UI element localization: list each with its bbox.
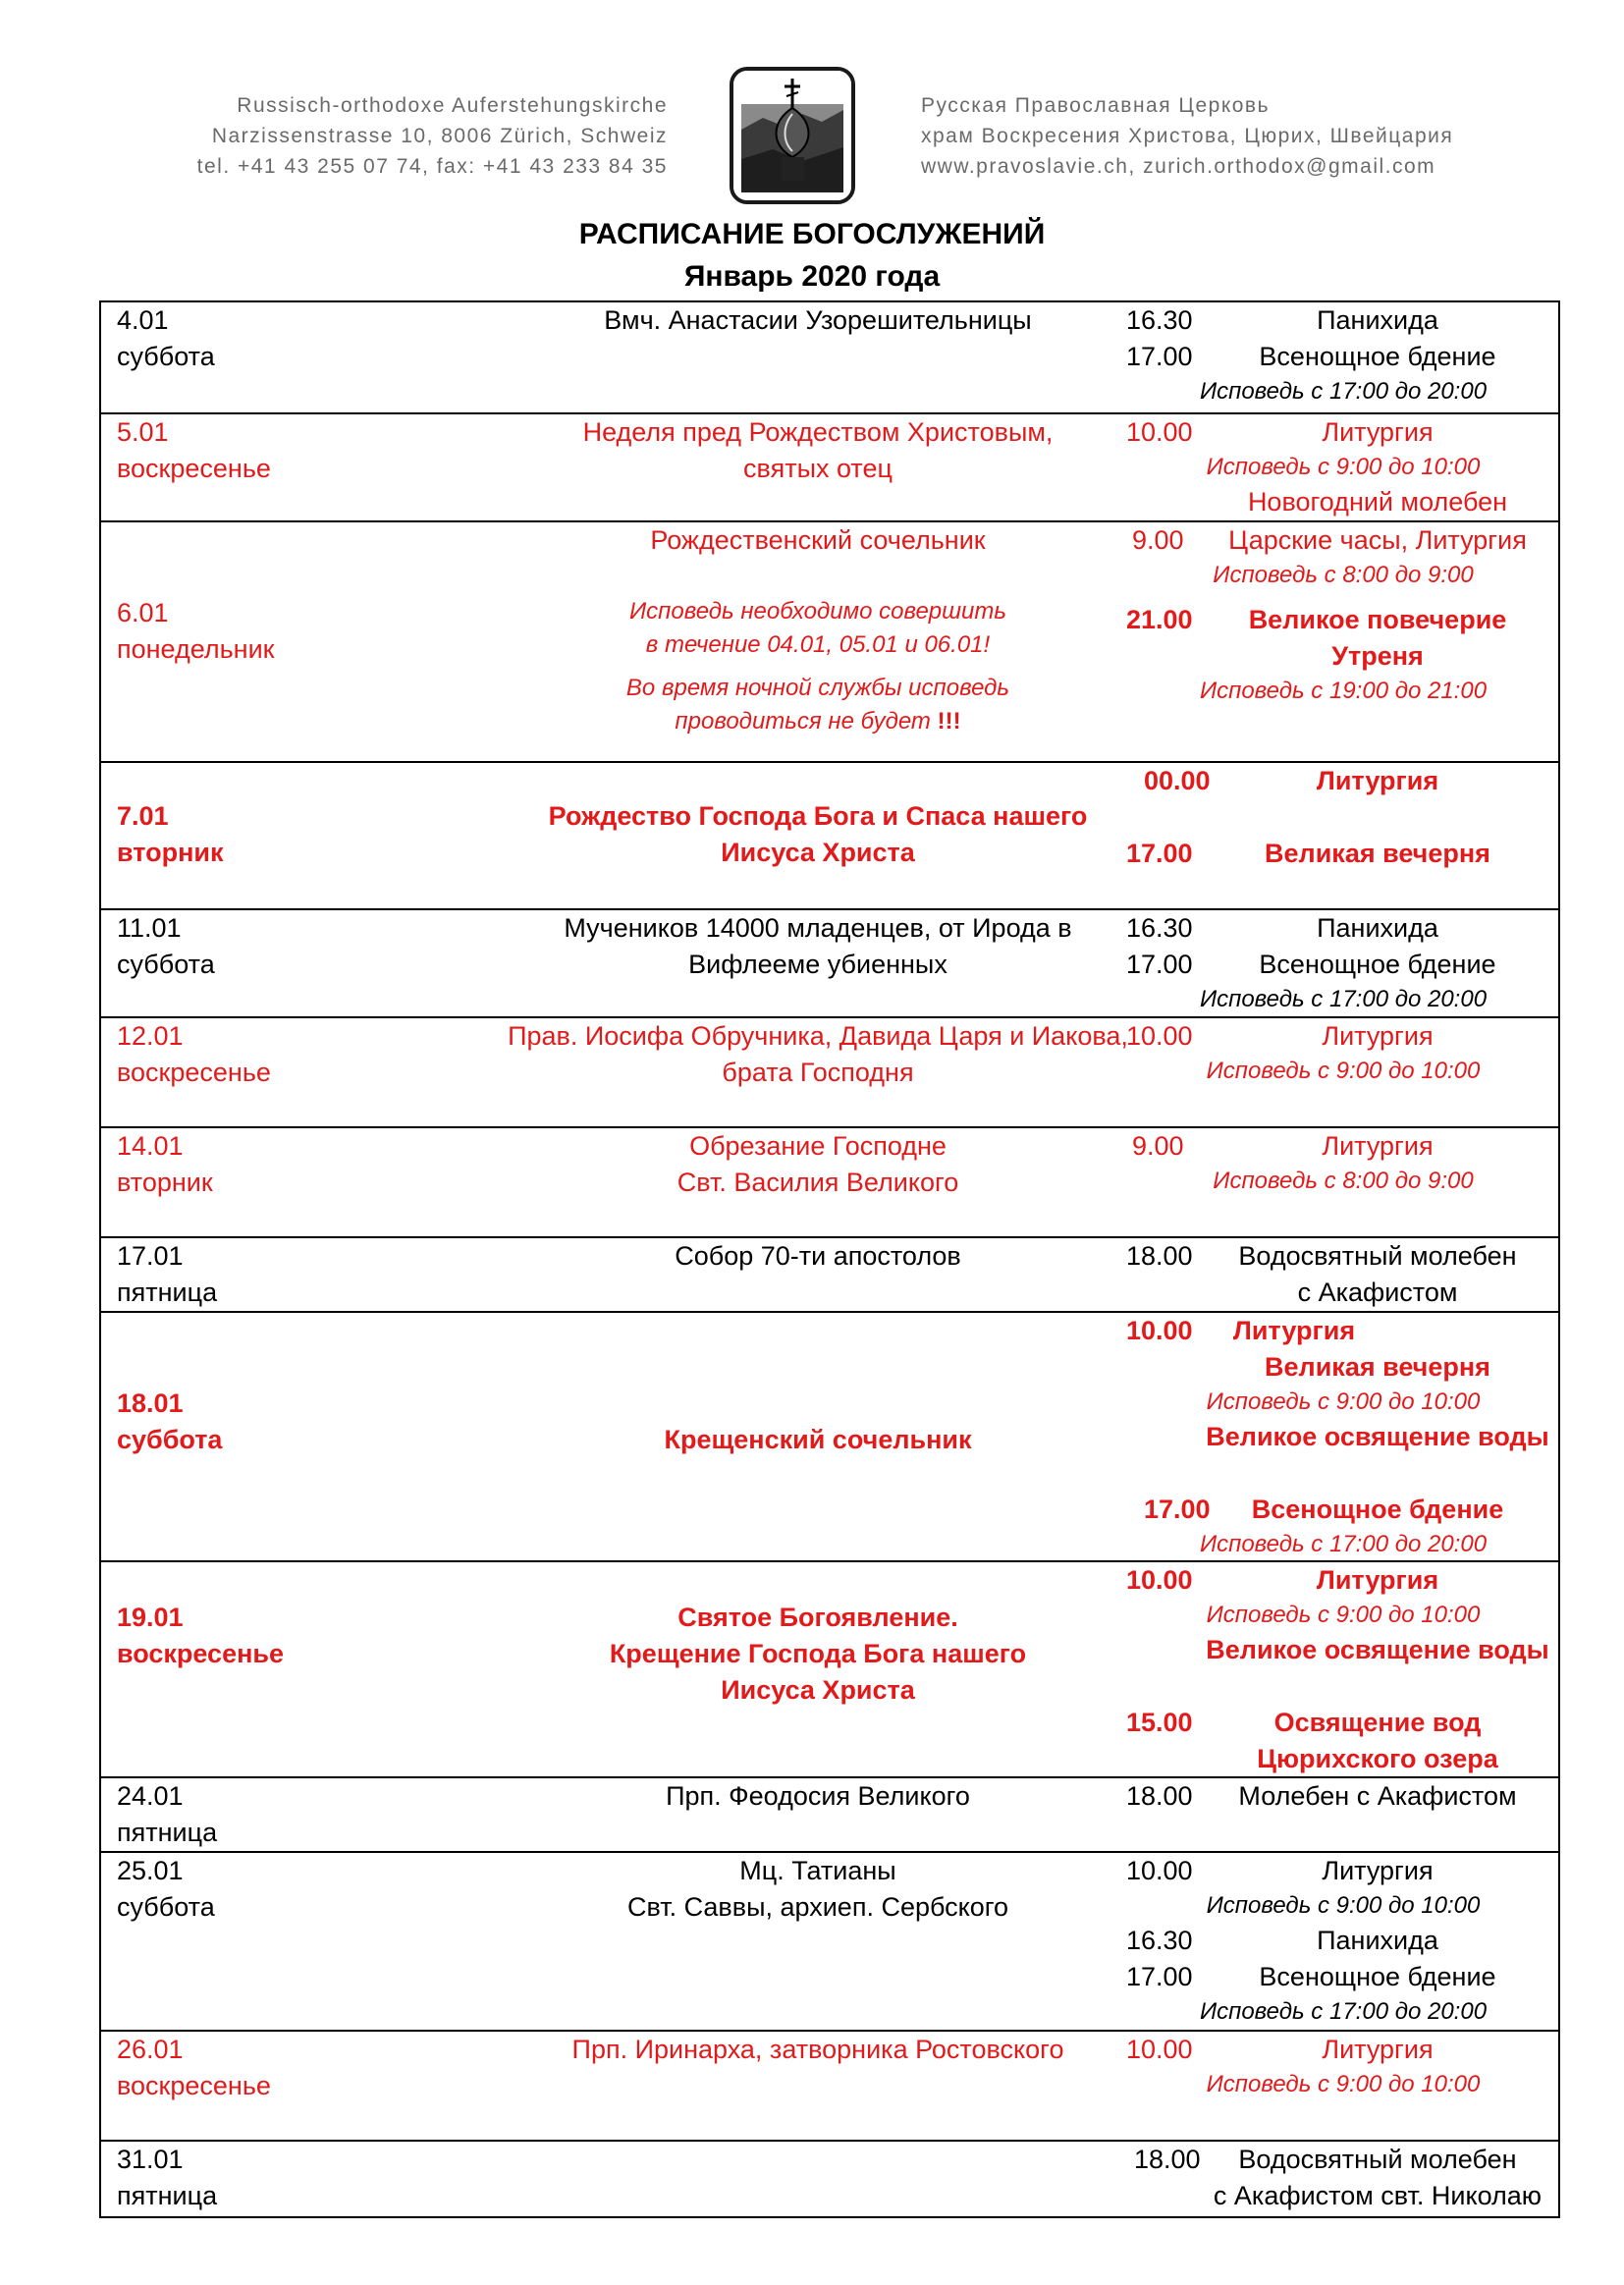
service-name: Литургия [1322, 1021, 1434, 1051]
schedule-row [101, 1560, 1558, 1776]
weekday: суббота [117, 1425, 223, 1454]
service-time: 18.00 [1126, 1781, 1193, 1811]
date-cell [117, 595, 274, 668]
date: 17.01 [117, 1241, 184, 1271]
date: 6.01 [117, 598, 169, 627]
date-cell [117, 302, 215, 375]
feast-name: Вифлееме убиенных [688, 950, 947, 979]
service-time: 17.00 [1126, 950, 1193, 979]
service-name: Литургия [1322, 2035, 1434, 2064]
schedule-row [101, 1776, 1558, 1851]
date-cell [117, 1600, 284, 1672]
feast-name: Свт. Василия Великого [677, 1168, 959, 1197]
service-name: Панихида [1317, 913, 1438, 943]
date: 19.01 [117, 1603, 184, 1632]
date: 18.01 [117, 1388, 184, 1418]
service-line [1093, 1741, 1574, 1777]
date: 25.01 [117, 1856, 184, 1885]
weekday: пятница [117, 1278, 218, 1307]
weekday: вторник [117, 1168, 213, 1197]
service-line [1093, 1313, 1574, 1349]
service-line [1093, 522, 1574, 559]
date: 12.01 [117, 1021, 184, 1051]
service-time: 9.00 [1132, 525, 1184, 555]
feast-name: Святое Богоявление. [677, 1603, 958, 1632]
service-name: Молебен с Акафистом [1238, 1781, 1517, 1811]
weekday: пятница [117, 2181, 218, 2210]
confession-note: Исповедь с 9:00 до 10:00 [1206, 2071, 1481, 2097]
website-email: www.pravoslavie.ch, zurich.orthodox@gmail.com [921, 155, 1436, 178]
service-line [1093, 1632, 1574, 1668]
service-name: Царские часы, Литургия [1228, 525, 1527, 555]
service-line [1093, 1562, 1574, 1599]
service-time: 17.00 [1126, 839, 1193, 868]
feast-name: святых отец [743, 454, 893, 483]
service-name: Панихида [1317, 305, 1438, 335]
feast-name: Иисуса Христа [721, 1675, 915, 1705]
feast-cell [474, 302, 1162, 339]
date-cell [117, 2032, 271, 2104]
service-name: Великая вечерня [1265, 839, 1490, 868]
service-line [1093, 836, 1574, 872]
feast-cell [474, 2032, 1162, 2068]
service-line [1093, 1853, 1574, 1889]
service-name: Цюрихского озера [1257, 1744, 1498, 1773]
exclamation-mark: !!! [937, 708, 961, 734]
service-line [1093, 1492, 1574, 1528]
schedule-row [101, 908, 1558, 1016]
schedule-row [101, 2140, 1558, 2216]
date: 31.01 [117, 2145, 184, 2174]
service-time: 18.00 [1126, 1241, 1193, 1271]
date: 7.01 [117, 801, 169, 831]
weekday: пятница [117, 1818, 218, 1847]
schedule-row [101, 1236, 1558, 1311]
service-line [1093, 2032, 1574, 2068]
confession-requirement-note: Исповедь необходимо совершить [628, 598, 1007, 625]
service-name: Литургия [1232, 1316, 1356, 1345]
service-name: с Акафистом [1297, 1278, 1458, 1307]
service-time: 17.00 [1126, 342, 1193, 371]
service-line [1093, 1923, 1574, 1959]
weekday: суббота [117, 342, 215, 371]
service-time: 16.30 [1126, 305, 1193, 335]
page-subtitle: Январь 2020 года [683, 260, 941, 293]
date: 11.01 [117, 913, 182, 943]
weekday: воскресенье [117, 2071, 271, 2100]
feast-cell [474, 1422, 1162, 1458]
confession-note: Исповедь с 17:00 до 20:00 [1199, 1998, 1488, 2025]
schedule-table [99, 300, 1560, 2218]
services-cell [1093, 2032, 1574, 2101]
feast-cell [474, 1238, 1162, 1275]
night-service-note: Во время ночной службы исповедь [625, 675, 1010, 701]
weekday: воскресенье [117, 1058, 271, 1087]
service-name: Всенощное бдение [1259, 1962, 1496, 1991]
services-cell [1093, 1562, 1574, 1777]
feast-cell [474, 1778, 1162, 1815]
service-line [1093, 339, 1574, 375]
date-cell [117, 414, 271, 487]
weekday: воскресенье [117, 1639, 285, 1668]
service-name: Литургия [1316, 766, 1439, 795]
confession-note: Исповедь с 8:00 до 9:00 [1213, 562, 1474, 588]
date-cell [117, 1128, 213, 1201]
confession-note: Исповедь с 9:00 до 10:00 [1206, 454, 1481, 480]
service-time: 16.30 [1126, 913, 1193, 943]
weekday: понедельник [117, 634, 275, 664]
service-name: Великая вечерня [1265, 1352, 1490, 1382]
feast-name: Рождество Господа Бога и Спаса нашего [548, 801, 1088, 831]
feast-name: Свт. Саввы, архиеп. Сербского [626, 1892, 1009, 1922]
service-time: 10.00 [1126, 1316, 1193, 1345]
service-line [1093, 1275, 1574, 1311]
church-cupola-cross-logo [730, 67, 855, 204]
service-line [1093, 1238, 1574, 1275]
date: 24.01 [117, 1781, 184, 1811]
services-cell [1093, 414, 1574, 520]
feast-name: Крещенский сочельник [664, 1425, 972, 1454]
service-time: 17.00 [1126, 1962, 1193, 1991]
service-name: Литургия [1322, 1131, 1434, 1161]
service-name: Всенощное бдение [1259, 342, 1496, 371]
date-cell [117, 910, 215, 983]
schedule-row [101, 2030, 1558, 2140]
service-line [1093, 414, 1574, 451]
confession-note: Исповедь с 19:00 до 21:00 [1199, 678, 1488, 704]
service-name: с Акафистом свт. Николаю [1213, 2181, 1543, 2210]
weekday: воскресенье [117, 454, 271, 483]
schedule-row [101, 1126, 1558, 1236]
feast-name: Обрезание Господне [689, 1131, 947, 1161]
service-name: Литургия [1316, 1565, 1439, 1595]
services-cell [1093, 763, 1574, 872]
services-cell [1093, 522, 1574, 708]
service-time: 10.00 [1126, 1856, 1193, 1885]
schedule-row [101, 761, 1558, 908]
service-line [1093, 484, 1574, 520]
service-name: Всенощное бдение [1251, 1495, 1504, 1524]
date-cell [117, 1853, 215, 1926]
confession-note: Исповедь с 17:00 до 20:00 [1199, 1531, 1488, 1557]
feast-cell [474, 910, 1162, 983]
service-time: 10.00 [1126, 1021, 1193, 1051]
schedule-row [101, 302, 1558, 412]
page-title: РАСПИСАНИЕ БОГОСЛУЖЕНИЙ [578, 218, 1046, 250]
feast-cell [474, 1853, 1162, 1926]
service-time: 10.00 [1126, 1565, 1193, 1595]
service-line [1093, 1705, 1574, 1741]
feast-name: Мц. Татианы [739, 1856, 896, 1885]
date-cell [117, 1778, 217, 1851]
service-time: 10.00 [1126, 2035, 1193, 2064]
feast-cell [474, 1018, 1162, 1091]
schedule-row [101, 1016, 1558, 1126]
weekday: суббота [117, 950, 215, 979]
phone-fax: tel. +41 43 255 07 74, fax: +41 43 233 84 35 [196, 155, 668, 178]
service-name: Освящение вод [1273, 1708, 1482, 1737]
service-time: 10.00 [1126, 417, 1193, 447]
service-line [1093, 1349, 1574, 1386]
service-time: 21.00 [1126, 605, 1193, 634]
feast-name: Прав. Иосифа Обручника, Давида Царя и Иакова, [508, 1021, 1128, 1051]
service-time: 00.00 [1144, 766, 1211, 795]
service-line [1093, 638, 1574, 675]
feast-name: Рождественский сочельник [650, 525, 986, 555]
feast-cell [474, 798, 1162, 871]
confession-note: Исповедь с 9:00 до 10:00 [1206, 1058, 1481, 1084]
service-name: Великое повечерие [1248, 605, 1507, 634]
services-cell [1093, 1238, 1574, 1311]
feast-cell [474, 522, 1162, 738]
service-time: 17.00 [1144, 1495, 1211, 1524]
services-cell [1093, 1778, 1574, 1815]
feast-name: Неделя пред Рождеством Христовым, [582, 417, 1054, 447]
schedule-row [101, 1311, 1558, 1560]
date-cell [117, 1386, 222, 1458]
feast-name: Иисуса Христа [721, 838, 915, 867]
service-line [1093, 1128, 1574, 1165]
service-line [1093, 1778, 1574, 1815]
services-cell [1093, 2142, 1574, 2214]
weekday: суббота [117, 1892, 215, 1922]
church-name-de: Russisch-orthodoxe Auferstehungskirche [237, 94, 668, 117]
services-cell [1093, 1853, 1574, 2029]
confession-note: Исповедь с 9:00 до 10:00 [1206, 1892, 1481, 1919]
service-name: Литургия [1322, 1856, 1434, 1885]
service-name: Литургия [1322, 417, 1434, 447]
feast-cell [474, 1600, 1162, 1709]
feast-name: брата Господня [722, 1058, 914, 1087]
services-cell [1093, 302, 1574, 408]
church-address-german [118, 90, 668, 182]
date: 5.01 [117, 417, 169, 447]
confession-note: Исповедь с 8:00 до 9:00 [1213, 1168, 1474, 1194]
date-cell [117, 1238, 217, 1311]
street-address: Narzissenstrasse 10, 8006 Zürich, Schweiz [211, 125, 668, 147]
date-cell [117, 798, 224, 871]
feast-cell [474, 1128, 1162, 1201]
church-temple-location: храм Воскресения Христова, Цюрих, Швейцария [921, 125, 1454, 147]
services-cell [1093, 1128, 1574, 1198]
confession-note: Исповедь с 17:00 до 20:00 [1199, 378, 1488, 405]
service-line [1093, 302, 1574, 339]
service-line [1093, 910, 1574, 947]
feast-name: Вмч. Анастасии Узорешительницы [604, 305, 1032, 335]
date: 4.01 [117, 305, 169, 335]
service-name: Утреня [1331, 641, 1424, 671]
service-line [1093, 1959, 1574, 1995]
confession-note: Исповедь с 9:00 до 10:00 [1206, 1388, 1481, 1415]
services-cell [1093, 1018, 1574, 1088]
service-name: Великое освящение воды [1206, 1635, 1549, 1664]
service-time: 16.30 [1126, 1926, 1193, 1955]
service-name: Водосвятный молебен [1238, 2145, 1517, 2174]
feast-name: Мучеников 14000 младенцев, от Ирода в [564, 913, 1072, 943]
date-cell [117, 1018, 271, 1091]
schedule-row [101, 412, 1558, 520]
weekday: вторник [117, 838, 224, 867]
feast-cell [474, 414, 1162, 487]
service-line [1093, 763, 1574, 799]
date: 14.01 [117, 1131, 184, 1161]
service-name: Новогодний молебен [1247, 487, 1508, 517]
service-name: Всенощное бдение [1259, 950, 1496, 979]
service-line [1093, 2178, 1574, 2214]
services-cell [1093, 1313, 1574, 1561]
date-cell [117, 2142, 217, 2214]
service-line [1093, 2142, 1574, 2178]
service-time: 18.00 [1134, 2145, 1201, 2174]
night-service-note: проводиться не будет !!! [675, 708, 961, 734]
feast-name: Собор 70-ти апостолов [675, 1241, 961, 1271]
service-line [1093, 1419, 1574, 1455]
service-line [1093, 947, 1574, 983]
feast-name: Прп. Феодосия Великого [666, 1781, 970, 1811]
date: 26.01 [117, 2035, 184, 2064]
service-line [1093, 1018, 1574, 1055]
feast-name: Прп. Иринарха, затворника Ростовского [571, 2035, 1064, 2064]
service-time: 15.00 [1126, 1708, 1193, 1737]
church-address-russian [921, 90, 1530, 182]
service-name: Великое освящение воды [1206, 1422, 1549, 1451]
service-time: 9.00 [1132, 1131, 1184, 1161]
schedule-row [101, 520, 1558, 761]
church-name-ru: Русская Православная Церковь [921, 94, 1271, 117]
service-line [1093, 602, 1574, 638]
feast-name: Крещение Господа Бога нашего [609, 1639, 1027, 1668]
service-name: Водосвятный молебен [1238, 1241, 1517, 1271]
confession-note: Исповедь с 17:00 до 20:00 [1199, 986, 1488, 1012]
schedule-row [101, 1851, 1558, 2030]
services-cell [1093, 910, 1574, 1016]
confession-requirement-note: в течение 04.01, 05.01 и 06.01! [645, 631, 991, 658]
service-name: Панихида [1317, 1926, 1438, 1955]
confession-note: Исповедь с 9:00 до 10:00 [1206, 1602, 1481, 1628]
